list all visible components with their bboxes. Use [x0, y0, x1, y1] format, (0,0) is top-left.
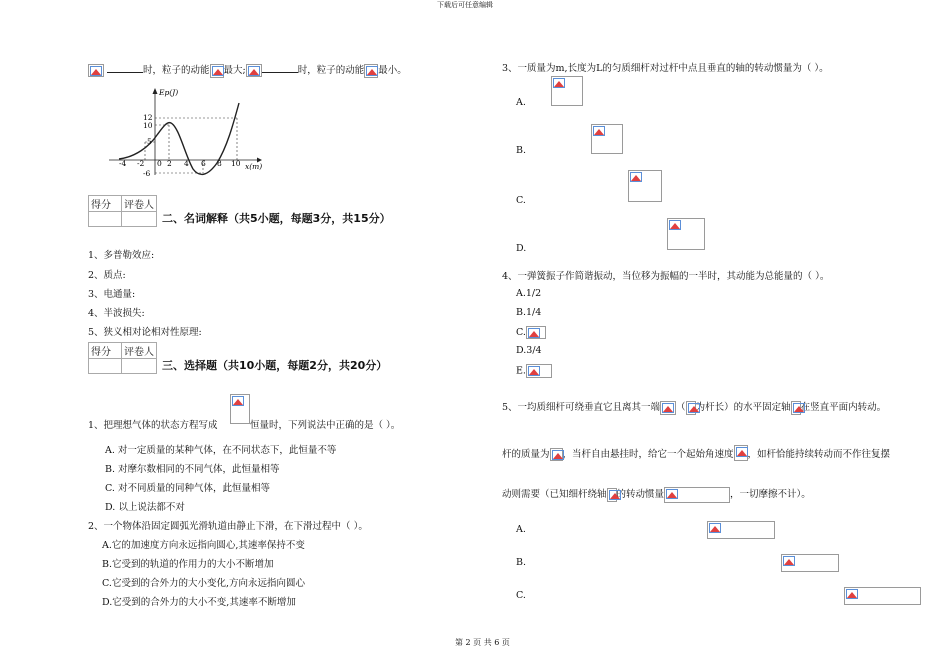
q5-option-image	[781, 554, 839, 572]
text-span: 在竖直平面内转动。	[800, 402, 887, 413]
q4-option-image	[526, 364, 552, 378]
q4-option	[516, 364, 552, 378]
q3-option-label: C.	[516, 195, 526, 206]
formula-image	[664, 487, 730, 503]
x-tick: 10	[231, 159, 241, 168]
text-span: 5、一均质细杆可绕垂直它且离其一端	[502, 402, 661, 413]
q3-option-image	[628, 170, 662, 202]
q4-option-image	[526, 326, 546, 339]
text-span: 动则需要（已知细杆绕轴	[502, 489, 607, 500]
q4-option: A.1/2	[516, 288, 542, 299]
text-span: 最大;	[223, 65, 246, 76]
q5-option-image	[844, 587, 921, 605]
section-title: 三、选择题（共10小题，每题2分，共20分）	[162, 359, 388, 372]
q1-option: A. 对一定质量的某种气体，在不同状态下，此恒量不等	[105, 445, 337, 456]
q5-option-label: A.	[516, 524, 526, 535]
score-label: 得分	[89, 196, 122, 212]
q5-line-1	[502, 399, 886, 415]
term-item: 4、半波损失:	[88, 308, 145, 319]
text-span: 的转动惯量	[616, 489, 665, 500]
formula-image	[791, 401, 801, 415]
image-placeholder-icon	[609, 490, 621, 500]
grader-label: 评卷人	[122, 196, 157, 212]
q5-option-label: B.	[516, 557, 527, 568]
q1-stem-end: 恒量时，下列说法中正确的是（ ）。	[250, 420, 401, 431]
image-placeholder-icon	[709, 523, 721, 533]
x-tick: 6	[201, 159, 206, 168]
y-tick: 10	[143, 121, 153, 130]
x-tick: 8	[217, 159, 222, 168]
text-span: ，一切摩擦不计）。	[730, 489, 811, 500]
image-placeholder-icon	[212, 66, 224, 76]
page-header: 下载后可任意编辑	[437, 1, 493, 9]
grader-cell	[122, 359, 157, 374]
image-placeholder-icon	[783, 556, 795, 566]
q3-option-image	[591, 124, 623, 154]
y-axis-arrow	[153, 88, 158, 94]
formula-image	[230, 394, 250, 424]
q3-option-image	[551, 76, 583, 106]
formula-image	[246, 64, 262, 77]
page-footer: 第 2 页 共 6 页	[455, 638, 510, 647]
q1-option: C. 对不同质量的同种气体，此恒量相等	[105, 483, 270, 494]
section-title: 二、名词解释（共5小题，每题3分，共15分）	[162, 212, 391, 225]
q4-option	[516, 326, 546, 339]
answer-blank	[262, 72, 298, 73]
y-tick: 12	[143, 113, 153, 122]
q1-option: D. 以上说法都不对	[105, 502, 185, 513]
q3-option-label: B.	[516, 145, 527, 156]
image-placeholder-icon	[666, 489, 678, 499]
x-tick: 0	[157, 159, 162, 168]
image-placeholder-icon	[90, 66, 102, 76]
image-placeholder-icon	[232, 396, 244, 406]
image-placeholder-icon	[528, 328, 540, 338]
text-span: 杆的质量为	[502, 449, 550, 460]
q3-option-label: D.	[516, 243, 527, 254]
q2-stem: 2、一个物体沿固定圆弧光滑轨道由静止下滑，在下滑过程中（ ）。	[88, 521, 368, 532]
score-label: 得分	[89, 343, 122, 359]
term-item: 5、狭义相对论相对性原理:	[88, 327, 202, 338]
q2-option: C.它受到的合外力的大小变化,方向永远指向圆心	[102, 578, 305, 589]
q4-stem: 4、一弹簧振子作简谐振动，当位移为振幅的一半时，其动能为总能量的（ ）。	[502, 271, 830, 282]
image-placeholder-icon	[688, 403, 700, 413]
formula-image	[734, 445, 748, 461]
y-tick: 5	[147, 137, 152, 146]
q5-line-3	[502, 486, 811, 503]
text-span: （	[676, 402, 686, 413]
grader-cell	[122, 212, 157, 227]
score-cell	[89, 359, 122, 374]
text-span: 为杆长）的水平固定轴	[695, 402, 791, 413]
q5-option-image	[707, 521, 775, 539]
image-placeholder-icon	[736, 447, 748, 457]
image-placeholder-icon	[593, 126, 605, 136]
q5-line-2	[502, 445, 890, 461]
image-placeholder-icon	[630, 172, 642, 182]
q4-option-label: E.	[516, 365, 526, 377]
x-tick: 4	[184, 159, 189, 168]
q2-option: A.它的加速度方向永远指向圆心,其速率保持不变	[102, 540, 305, 551]
q1-stem-start: 1、把理想气体的状态方程写成	[88, 420, 218, 431]
formula-image	[210, 64, 224, 78]
image-placeholder-icon	[669, 220, 681, 230]
grader-label: 评卷人	[122, 343, 157, 359]
q1-option: B. 对摩尔数相同的不同气体，此恒量相等	[105, 464, 280, 475]
formula-image	[660, 401, 676, 415]
q5-option-label: C.	[516, 590, 526, 601]
x-axis-label: x(m)	[245, 162, 263, 171]
q3-option-image	[667, 218, 705, 250]
q4-option: B.1/4	[516, 307, 542, 318]
image-placeholder-icon	[248, 66, 260, 76]
image-placeholder-icon	[552, 450, 564, 460]
text-span: 最小。	[378, 65, 407, 76]
q3-option-label: A.	[516, 97, 526, 108]
score-box	[88, 195, 157, 227]
formula-image	[88, 64, 104, 77]
text-span: 时，粒子的动能	[143, 65, 210, 76]
term-item: 2、质点:	[88, 270, 126, 281]
score-cell	[89, 212, 122, 227]
formula-image	[686, 401, 696, 415]
formula-image	[607, 488, 617, 502]
image-placeholder-icon	[553, 78, 565, 88]
text-span: 时，粒子的动能	[297, 65, 365, 76]
q4-option-label: C.	[516, 327, 526, 338]
y-tick: -6	[143, 169, 151, 178]
q4-option: D.3/4	[516, 345, 542, 356]
text-span: ，当杆自由悬挂时，给它一个起始角速度	[562, 449, 734, 460]
term-item: 3、电通量:	[88, 289, 136, 300]
formula-image	[550, 448, 563, 461]
x-tick: 2	[167, 159, 172, 168]
y-axis-label: Ep(J)	[159, 88, 179, 97]
image-placeholder-icon	[662, 403, 674, 413]
text-span: ，如杆恰能持续转动而不作往复摆	[747, 449, 891, 460]
q2-option: D.它受到的合外力的大小不变,其速率不断增加	[102, 597, 296, 608]
score-box	[88, 342, 157, 374]
x-tick: -4	[119, 159, 127, 168]
formula-image	[364, 64, 378, 78]
image-placeholder-icon	[528, 366, 540, 376]
image-placeholder-icon	[846, 589, 858, 599]
term-item: 1、多普勒效应:	[88, 250, 155, 261]
x-tick: -2	[137, 159, 145, 168]
q3-stem: 3、一质量为m,长度为L的匀质细杆对过杆中点且垂直的轴的转动惯量为（ ）。	[502, 63, 829, 74]
image-placeholder-icon	[793, 403, 805, 413]
q-intro-line	[88, 62, 407, 78]
potential-energy-graph	[105, 85, 265, 180]
q2-option: B.它受到的轨道的作用力的大小不断增加	[102, 559, 274, 570]
image-placeholder-icon	[366, 66, 378, 76]
answer-blank	[107, 72, 143, 73]
